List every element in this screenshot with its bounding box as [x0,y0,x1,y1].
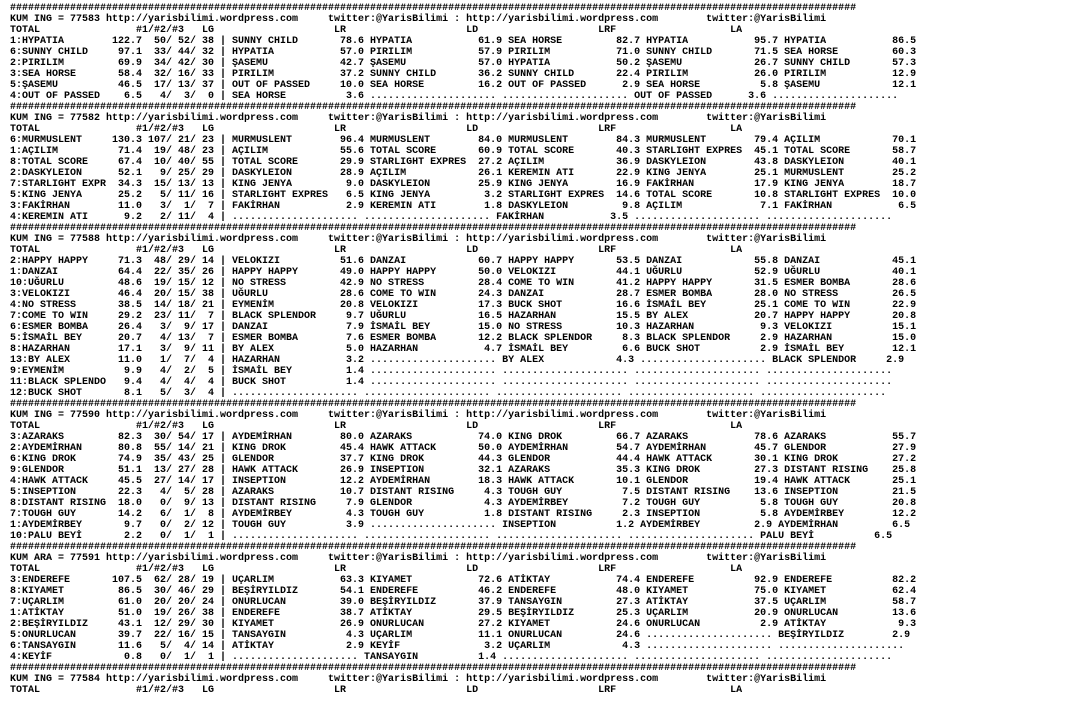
horse-row: 3:SEA HORSE 58.4 32/ 16/ 33 | PIRILIM 37.2 SUNNY CHILD 36.2 SUNNY CHILD 22.4 PIRILIM 26.0 PIRILIM 12.9 [10,69,917,80]
horse-row: 10:UĞURLU 48.6 19/ 15/ 12 | NO STRESS 42.9 NO STRESS 28.4 COME TO WIN 41.2 HAPPY HAPPY 31.5 ESMER BOMBA 28.6 [10,278,917,289]
horse-row: 1:ATİKTAY 51.0 19/ 26/ 38 | ENDEREFE 38.7 ATİKTAY 29.5 BEŞİRYILDIZ 25.3 UÇARLIM 20.9 ONURLUCAN 13.6 [10,608,917,619]
horse-row: 1:HYPATIA 122.7 50/ 52/ 38 | SUNNY CHILD 78.6 HYPATIA 61.9 SEA HORSE 82.7 HYPATIA 95.7 HYPATIA 86.5 [10,36,917,47]
separator-line: ############################################################################################################################################# [10,399,857,410]
horse-row: 5:KING JENYA 25.2 5/ 11/ 16 | STARLIGHT EXPRES 6.5 KING JENYA 3.2 STARLIGHT EXPRES 14.6 TOTAL SCORE 10.8 STARLIGHT EXPRES 10.0 [10,190,917,201]
horse-row: 6:MURMUSLENT 130.3 107/ 21/ 23 | MURMUSLENT 96.4 MURMUSLENT 84.0 MURMUSLENT 84.3 MURMUSLENT 79.4 AÇILIM 70.1 [10,135,917,146]
horse-row: 5:ŞASEMU 46.5 17/ 13/ 37 | OUT OF PASSED 10.0 SEA HORSE 16.2 OUT OF PASSED 2.9 SEA HORSE 5.8 ŞASEMU 12.1 [10,80,917,91]
horse-row: 8:DISTANT RISING 18.0 0/ 9/ 13 | DISTANT RISING 7.9 GLENDOR 4.3 AYDEMİRBEY 7.2 TOUGH GUY 5.8 TOUGH GUY 20.8 [10,498,917,509]
horse-row: 9:EYMENİM 9.9 4/ 2/ 5 | İSMAİL BEY 1.4 ..................... ..................... ..................... ..................... [10,366,893,377]
horse-row: 6:SUNNY CHILD 97.1 33/ 44/ 32 | HYPATIA 57.0 PIRILIM 57.9 PIRILIM 71.0 SUNNY CHILD 71.5 SEA HORSE 60.3 [10,47,917,58]
horse-row: 4:KEYİF 0.8 0/ 1/ 1 | ..................... TANSAYGIN 1.4 ..................... ..................... ..................... [10,652,893,663]
horse-row: 6:ESMER BOMBA 26.4 3/ 9/ 17 | DANZAI 7.9 İSMAİL BEY 15.0 NO STRESS 10.3 HAZARHAN 9.3 VELOKIZI 15.1 [10,322,917,333]
horse-row: 5:ONURLUCAN 39.7 22/ 16/ 15 | TANSAYGIN 4.3 UÇARLIM 11.1 ONURLUCAN 24.6 ..................... BEŞİRYILDIZ 2.9 [10,630,911,641]
race-header-line: KUM ING = 77590 http://yarisbilimi.wordpress.com twitter:@YarisBilimi : http://yarisbilimi.wordpress.com twitter:@YarisBilimi [10,410,827,421]
horse-row: 11:BLACK SPLENDO 9.4 4/ 4/ 4 | BUCK SHOT 1.4 ..................... ..................... ..................... ..................... [10,377,893,388]
column-header-line: TOTAL #1/#2/#3 LG LR LD LRF LA [10,564,743,575]
horse-row: 7:STARLIGHT EXPR 34.3 15/ 13/ 13 | KING JENYA 9.0 DASKYLEION 25.9 KING JENYA 16.9 FAKİRHAN 17.9 KING JENYA 18.7 [10,179,917,190]
horse-row: 4:HAWK ATTACK 45.5 27/ 14/ 17 | INSEPTION 12.2 AYDEMİRHAN 18.3 HAWK ATTACK 10.1 GLENDOR 19.4 HAWK ATTACK 25.1 [10,476,917,487]
horse-row: 1:AÇILIM 71.4 19/ 48/ 23 | AÇILIM 55.6 TOTAL SCORE 60.9 TOTAL SCORE 40.3 STARLIGHT EXPRES 45.1 TOTAL SCORE 58.7 [10,146,917,157]
horse-row: 7:COME TO WIN 29.2 23/ 11/ 7 | BLACK SPLENDOR 9.7 UĞURLU 16.5 HAZARHAN 15.5 BY ALEX 20.7 HAPPY HAPPY 20.8 [10,311,917,322]
horse-row: 4:NO STRESS 38.5 14/ 18/ 21 | EYMENİM 20.8 VELOKIZI 17.3 BUCK SHOT 16.6 İSMAİL BEY 25.1 COME TO WIN 22.9 [10,300,917,311]
race-header-line: KUM ING = 77582 http://yarisbilimi.wordpress.com twitter:@YarisBilimi : http://yarisbilimi.wordpress.com twitter:@YarisBilimi [10,113,827,124]
race-header-line: KUM ARA = 77591 http://yarisbilimi.wordpress.com twitter:@YarisBilimi : http://yarisbilimi.wordpress.com twitter:@YarisBilimi [10,553,827,564]
separator-line: ############################################################################################################################################# [10,542,857,553]
race-header-line: KUM ING = 77583 http://yarisbilimi.wordpress.com twitter:@YarisBilimi : http://yarisbilimi.wordpress.com twitter:@YarisBilimi [10,14,827,25]
horse-row: 3:FAKİRHAN 11.0 3/ 1/ 7 | FAKİRHAN 2.9 KEREMIN ATI 1.8 DASKYLEION 9.8 AÇILIM 7.1 FAKİRHAN 6.5 [10,201,917,212]
separator-line: ############################################################################################################################################# [10,3,857,14]
horse-row: 7:TOUGH GUY 14.2 6/ 1/ 8 | AYDEMİRBEY 4.3 TOUGH GUY 1.8 DISTANT RISING 2.3 INSEPTION 5.8 AYDEMİRBEY 12.2 [10,509,917,520]
horse-row: 1:DANZAI 64.4 22/ 35/ 26 | HAPPY HAPPY 49.0 HAPPY HAPPY 50.0 VELOKIZI 44.1 UĞURLU 52.9 UĞURLU 40.1 [10,267,917,278]
horse-row: 3:VELOKIZI 46.4 20/ 15/ 38 | UĞURLU 28.6 COME TO WIN 24.3 DANZAI 28.7 ESMER BOMBA 28.0 NO STRESS 26.5 [10,289,917,300]
horse-row: 6:TANSAYGIN 11.6 5/ 4/ 14 | ATİKTAY 2.9 KEYİF 3.2 UÇARLIM 4.3 ..................... ..................... [10,641,905,652]
horse-row: 10:PALU BEYİ 2.2 0/ 1/ 1 | ..................... ..................... ..................... ..................... PALU BEYİ 6.5 [10,531,893,542]
horse-row: 8:KIYAMET 86.5 30/ 46/ 29 | BEŞİRYILDIZ 54.1 ENDEREFE 46.2 ENDEREFE 48.0 KIYAMET 75.0 KIYAMET 62.4 [10,586,917,597]
horse-row: 7:UÇARLIM 61.0 20/ 20/ 24 | ONURLUCAN 39.0 BEŞİRYILDIZ 37.9 TANSAYGIN 27.3 ATİKTAY 37.5 UÇARLIM 58.7 [10,597,917,608]
race-stats-printout [10,3,1072,709]
horse-row: 8:TOTAL SCORE 67.4 10/ 40/ 55 | TOTAL SCORE 29.9 STARLIGHT EXPRES 27.2 AÇILIM 36.9 DASKYLEION 43.8 DASKYLEION 40.1 [10,157,917,168]
column-header-line: TOTAL #1/#2/#3 LG LR LD LRF LA [10,124,743,135]
separator-line: ############################################################################################################################################# [10,663,857,674]
horse-row: 5:INSEPTION 22.3 4/ 5/ 28 | AZARAKS 10.7 DISTANT RISING 4.3 TOUGH GUY 7.5 DISTANT RISING 13.6 INSEPTION 21.5 [10,487,917,498]
column-header-line: TOTAL #1/#2/#3 LG LR LD LRF LA [10,421,743,432]
horse-row: 3:ENDEREFE 107.5 62/ 28/ 19 | UÇARLIM 63.3 KIYAMET 72.6 ATİKTAY 74.4 ENDEREFE 92.9 ENDEREFE 82.2 [10,575,917,586]
horse-row: 13:BY ALEX 11.0 1/ 7/ 4 | HAZARHAN 3.2 ..................... BY ALEX 4.3 ..................... BLACK SPLENDOR 2.9 [10,355,905,366]
horse-row: 1:AYDEMİRBEY 9.7 0/ 2/ 12 | TOUGH GUY 3.9 ..................... INSEPTION 1.2 AYDEMİRBEY 2.9 AYDEMİRHAN 6.5 [10,520,911,531]
horse-row: 2:BEŞİRYILDIZ 43.1 12/ 29/ 30 | KIYAMET 26.9 ONURLUCAN 27.2 KIYAMET 24.6 ONURLUCAN 2.9 ATİKTAY 9.3 [10,619,917,630]
horse-row: 2:PIRILIM 69.9 34/ 42/ 30 | ŞASEMU 42.7 ŞASEMU 57.0 HYPATIA 50.2 ŞASEMU 26.7 SUNNY CHILD 57.3 [10,58,917,69]
horse-row: 2:AYDEMİRHAN 80.8 55/ 14/ 21 | KING DROK 45.4 HAWK ATTACK 50.0 AYDEMİRHAN 54.7 AYDEMİRHAN 45.7 GLENDOR 27.9 [10,443,917,454]
horse-row: 6:KING DROK 74.9 35/ 43/ 25 | GLENDOR 37.7 KING DROK 44.3 GLENDOR 44.4 HAWK ATTACK 30.1 KING DROK 27.2 [10,454,917,465]
horse-row: 2:HAPPY HAPPY 71.3 48/ 29/ 14 | VELOKIZI 51.6 DANZAI 60.7 HAPPY HAPPY 53.5 DANZAI 55.8 DANZAI 45.1 [10,256,917,267]
horse-row: 9:GLENDOR 51.1 13/ 27/ 28 | HAWK ATTACK 26.9 INSEPTION 32.1 AZARAKS 35.3 KING DROK 27.3 DISTANT RISING 25.8 [10,465,917,476]
horse-row: 3:AZARAKS 82.3 30/ 54/ 17 | AYDEMİRHAN 80.0 AZARAKS 74.0 KING DROK 66.7 AZARAKS 78.6 AZARAKS 55.7 [10,432,917,443]
horse-row: 2:DASKYLEION 52.1 9/ 25/ 29 | DASKYLEION 28.9 AÇILIM 26.1 KEREMIN ATI 22.9 KING JENYA 25.1 MURMUSLENT 25.2 [10,168,917,179]
column-header-line: TOTAL #1/#2/#3 LG LR LD LRF LA [10,245,743,256]
horse-row: 5:İSMAİL BEY 20.7 4/ 13/ 7 | ESMER BOMBA 7.6 ESMER BOMBA 12.2 BLACK SPLENDOR 8.3 BLACK SPLENDOR 2.9 HAZARHAN 15.0 [10,333,917,344]
horse-row: 8:HAZARHAN 17.1 3/ 9/ 11 | BY ALEX 5.0 HAZARHAN 4.7 İSMAİL BEY 6.6 BUCK SHOT 2.9 İSMAİL BEY 12.1 [10,344,917,355]
column-header-line: TOTAL #1/#2/#3 LG LR LD LRF LA [10,25,743,36]
separator-line: ############################################################################################################################################# [10,223,857,234]
horse-row: 4:OUT OF PASSED 6.5 4/ 3/ 0 | SEA HORSE 3.6 ..................... ..................... OUT OF PASSED 3.6 ..................... [10,91,899,102]
column-header-line: TOTAL #1/#2/#3 LG LR LD LRF LA [10,685,743,696]
horse-row: 12:BUCK SHOT 8.1 5/ 3/ 4 | ..................... ..................... ..................... ..................... ..................... [10,388,887,399]
race-header-line: KUM ING = 77588 http://yarisbilimi.wordpress.com twitter:@YarisBilimi : http://yarisbilimi.wordpress.com twitter:@YarisBilimi [10,234,827,245]
horse-row: 4:KEREMIN ATI 9.2 2/ 11/ 4 | ..................... ..................... FAKİRHAN 3.5 ..................... ..................... [10,212,893,223]
race-header-line: KUM ING = 77584 http://yarisbilimi.wordpress.com twitter:@YarisBilimi : http://yarisbilimi.wordpress.com twitter:@YarisBilimi [10,674,827,685]
separator-line: ############################################################################################################################################# [10,102,857,113]
